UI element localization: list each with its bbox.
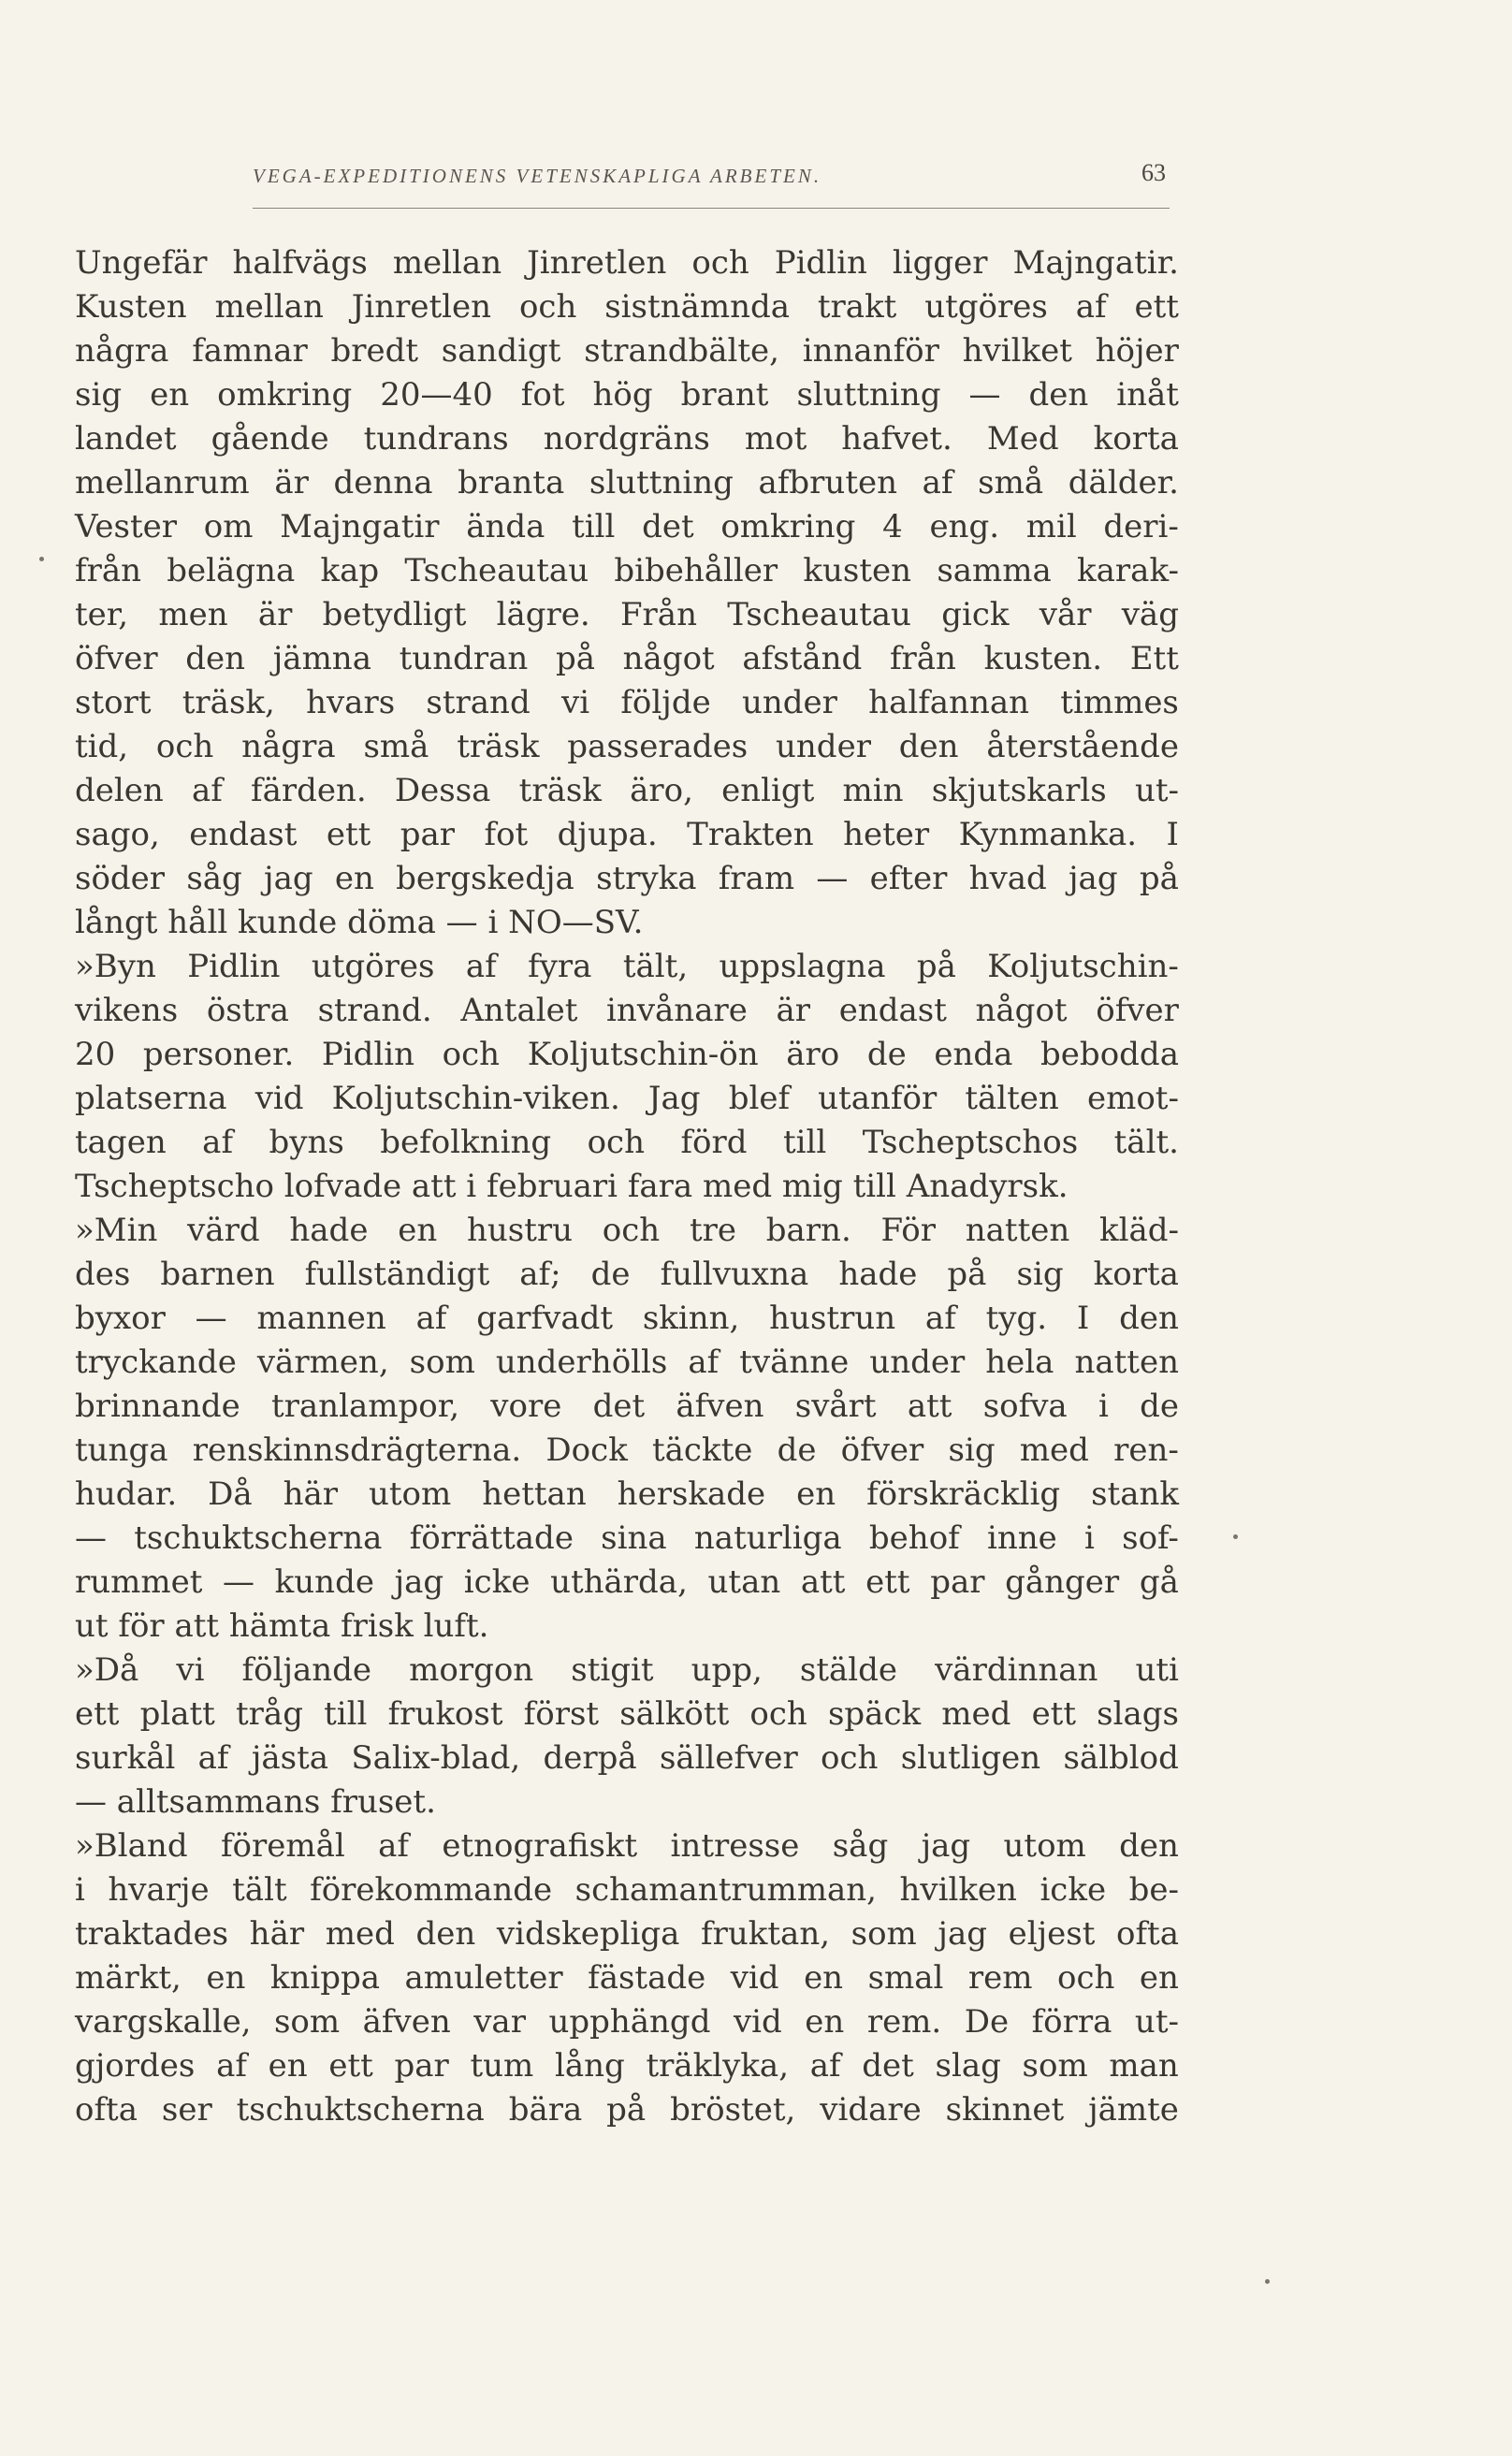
- text-line: mellanrum är denna branta sluttning afbruten af små dälder.: [75, 464, 1179, 501]
- text-line: öfver den jämna tundran på något afstånd från kusten. Ett: [75, 640, 1179, 677]
- header-rule: [253, 208, 1170, 209]
- body-text: [75, 241, 1179, 2132]
- text-line: sago, endast ett par fot djupa. Trakten heter Kynmanka. I: [75, 816, 1179, 853]
- text-line: gjordes af en ett par tum lång träklyka, af det slag som man: [75, 2047, 1179, 2085]
- text-line: ofta ser tschuktscherna bära på bröstet, vidare skinnet jämte: [75, 2091, 1179, 2129]
- text-line: byxor — mannen af garfvadt skinn, hustrun af tyg. I den: [75, 1300, 1179, 1337]
- text-line: ter, men är betydligt lägre. Från Tscheautau gick vår väg: [75, 596, 1179, 633]
- text-line: Kusten mellan Jinretlen och sistnämnda trakt utgöres af ett: [75, 288, 1179, 326]
- print-speck: [1265, 2279, 1270, 2284]
- text-line: »Min värd hade en hustru och tre barn. För natten kläd-: [75, 1212, 1179, 1249]
- text-line: rummet — kunde jag icke uthärda, utan att ett par gånger gå: [75, 1563, 1179, 1601]
- text-line: delen af färden. Dessa träsk äro, enligt min skjutskarls ut-: [75, 772, 1179, 809]
- text-line: des barnen fullständigt af; de fullvuxna hade på sig korta: [75, 1256, 1179, 1293]
- text-line: landet gående tundrans nordgräns mot hafvet. Med korta: [75, 420, 1179, 458]
- text-line: från belägna kap Tscheautau bibehåller kusten samma karak-: [75, 552, 1179, 589]
- text-line: tid, och några små träsk passerades under den återstående: [75, 728, 1179, 765]
- text-line: platserna vid Koljutschin-viken. Jag blef utanför tälten emot-: [75, 1080, 1179, 1117]
- text-line: tagen af byns befolkning och förd till Tscheptschos tält.: [75, 1124, 1179, 1161]
- text-line: »Byn Pidlin utgöres af fyra tält, uppslagna på Koljutschin-: [75, 948, 1179, 985]
- text-line: stort träsk, hvars strand vi följde under halfannan timmes: [75, 684, 1179, 721]
- text-line: Vester om Majngatir ända till det omkring 4 eng. mil deri-: [75, 508, 1179, 545]
- text-line: vargskalle, som äfven var upphängd vid en rem. De förra ut-: [75, 2003, 1179, 2041]
- text-line: några famnar bredt sandigt strandbälte, innanför hvilket höjer: [75, 332, 1179, 370]
- text-line: hudar. Då här utom hettan herskade en förskräcklig stank: [75, 1475, 1179, 1513]
- page-number: 63: [1141, 159, 1166, 186]
- print-speck: [39, 557, 44, 561]
- print-speck: [1233, 1534, 1238, 1539]
- text-line: Ungefär halfvägs mellan Jinretlen och Pidlin ligger Majngatir.: [75, 244, 1179, 282]
- text-line: 20 personer. Pidlin och Koljutschin-ön äro de enda bebodda: [75, 1036, 1179, 1073]
- text-line: »Bland föremål af etnografiskt intresse såg jag utom den: [75, 1827, 1179, 1865]
- text-line: ett platt tråg till frukost först sälkött och späck med ett slags: [75, 1695, 1179, 1733]
- text-line: »Då vi följande morgon stigit upp, stälde värdinnan uti: [75, 1651, 1179, 1689]
- running-head: VEGA-EXPEDITIONENS VETENSKAPLIGA ARBETEN.: [253, 165, 822, 187]
- text-line: tunga renskinnsdrägterna. Dock täckte de öfver sig med ren-: [75, 1431, 1179, 1469]
- text-line: Tscheptscho lofvade att i februari fara med mig till Anadyrsk.: [75, 1168, 1069, 1205]
- text-line: i hvarje tält förekommande schamantrumman, hvilken icke be-: [75, 1871, 1179, 1909]
- text-line: brinnande tranlampor, vore det äfven svårt att sofva i de: [75, 1388, 1179, 1425]
- text-line: sig en omkring 20—40 fot hög brant sluttning — den inåt: [75, 376, 1179, 414]
- text-line: söder såg jag en bergskedja stryka fram — efter hvad jag på: [75, 860, 1179, 897]
- text-line: tryckande värmen, som underhölls af tvänne under hela natten: [75, 1344, 1179, 1381]
- text-line: surkål af jästa Salix-blad, derpå sällefver och slutligen sälblod: [75, 1739, 1179, 1777]
- text-line: — tschuktscherna förrättade sina naturliga behof inne i sof-: [75, 1519, 1179, 1557]
- text-line: vikens östra strand. Antalet invånare är endast något öfver: [75, 992, 1179, 1029]
- text-line: ut för att hämta frisk luft.: [75, 1607, 489, 1645]
- text-line: långt håll kunde döma — i NO—SV.: [75, 904, 644, 941]
- text-line: traktades här med den vidskepliga fruktan, som jag eljest ofta: [75, 1915, 1179, 1953]
- text-line: märkt, en knippa amuletter fästade vid en smal rem och en: [75, 1959, 1179, 1997]
- text-line: — alltsammans fruset.: [75, 1783, 436, 1821]
